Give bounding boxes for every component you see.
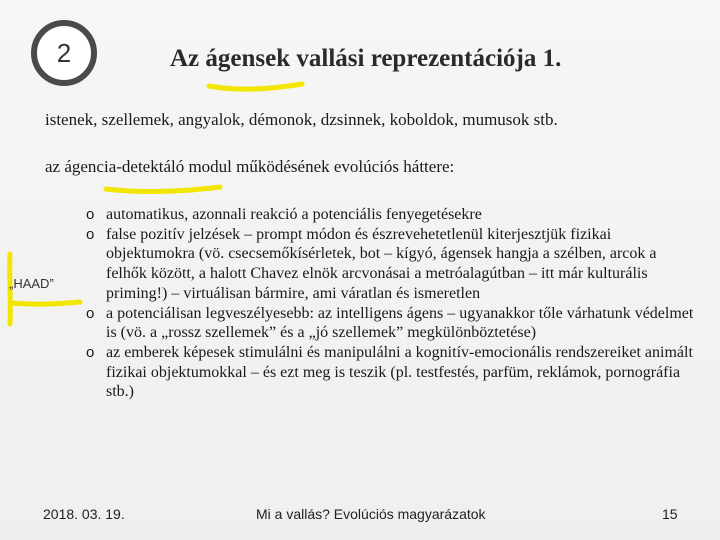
list-item: [86, 304, 696, 343]
module-heading-line: az ágencia-detektáló modul működésének evolúciós háttere:: [45, 157, 455, 176]
highlight-underline-title: [206, 77, 306, 93]
slide-number: 2: [56, 37, 72, 68]
haad-label: „HAAD”: [9, 276, 54, 291]
bullet-marker-icon: o: [86, 225, 95, 243]
bullet-text: a potenciálisan legveszélyesebb: az intelligens ágens – ugyanakkor tőle várhatunk védelmet is (vö. a „rossz szellemek” és a „jó szellemek” megkülönböztetése): [106, 304, 694, 342]
bullet-marker-icon: o: [86, 206, 95, 223]
bullet-list: [86, 205, 696, 402]
slide-title: Az ágensek vallási reprezentációja 1.: [170, 45, 562, 72]
slide-number-badge: [31, 20, 97, 86]
highlight-underline-agencia: [103, 178, 223, 196]
footer-page-number: 15: [662, 506, 678, 522]
footer-title: Mi a vallás? Evolúciós magyarázatok: [256, 506, 486, 522]
bullet-marker-icon: o: [86, 343, 95, 361]
list-item: [86, 343, 696, 402]
entity-list-line: istenek, szellemek, angyalok, démonok, dzsinnek, koboldok, mumusok stb.: [45, 110, 558, 129]
list-item: [86, 225, 696, 304]
bullet-text: az emberek képesek stimulálni és manipulálni a kognitív-emocionális rendszereiket animált fizikai objektumokkal – és ezt meg is teszik (pl. testfestés, parfüm, reklámok, pornográfia stb.): [106, 343, 693, 401]
list-item: [86, 205, 696, 225]
bullet-marker-icon: o: [86, 304, 95, 322]
bullet-text: automatikus, azonnali reakció a potenciális fenyegetésekre: [106, 206, 482, 223]
footer-date: 2018. 03. 19.: [43, 506, 125, 522]
bullet-text: false pozitív jelzések – prompt módon és észrevehetetlenül kiterjesztjük fizikai objektumokra (vö. csecsemőkísérletek, bot – kígyó, ágensek hangja a szélben, arcok a felhők között, a halott Chavez elnök arcvonásai a metróalagútban – itt már kulturális priming!) – virtuálisan bármire, ami váratlan és ismeretlen: [106, 225, 657, 302]
